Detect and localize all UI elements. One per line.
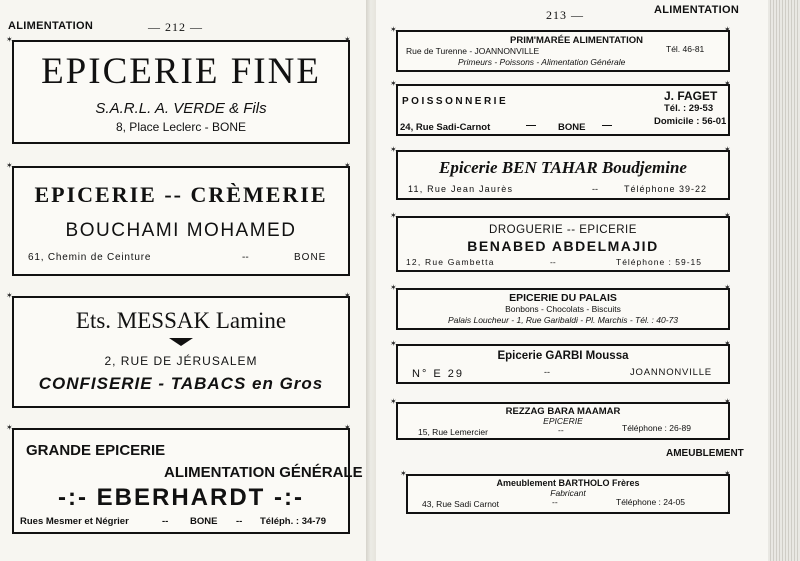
ad-ben-tahar xyxy=(396,150,730,200)
ad-line2: ALIMENTATION GÉNÉRALE xyxy=(164,464,363,481)
star-ornament: ✶ xyxy=(6,423,13,432)
ad-messak xyxy=(12,296,350,408)
page-edges xyxy=(768,0,800,561)
ad-separator: -- xyxy=(592,184,598,194)
ad-title: POISSONNERIE xyxy=(402,96,509,107)
ad-phone: Téléphone : 59-15 xyxy=(616,257,702,267)
ad-address: 61, Chemin de Ceinture xyxy=(28,252,152,263)
ad-phone: Téléphone 39-22 xyxy=(624,184,708,194)
ad-trade: CONFISERIE - TABACS en Gros xyxy=(38,374,324,393)
ad-title: EPICERIE FINE xyxy=(41,51,321,92)
star-ornament: ✶ xyxy=(344,423,351,432)
page-header: ALIMENTATION xyxy=(654,4,740,16)
star-ornament: ✶ xyxy=(6,35,13,44)
ad-address: 43, Rue Sadi Carnot xyxy=(422,499,500,509)
star-ornament: ✶ xyxy=(724,339,731,348)
ad-city: JOANNONVILLE xyxy=(630,367,712,378)
ad-address: 8, Place Leclerc - BONE xyxy=(115,120,247,134)
ad-phone: Téléphone : 26-89 xyxy=(622,423,691,433)
ad-title: Ets. MESSAK Lamine xyxy=(75,308,287,333)
ad-benabed xyxy=(396,216,730,272)
right-page xyxy=(376,0,768,561)
ad-epicerie-fine xyxy=(12,40,350,144)
ad-city: BONE xyxy=(558,122,586,133)
ad-phone: Téléph. : 34-79 xyxy=(260,516,326,527)
ad-separator: — xyxy=(602,120,612,131)
star-ornament: ✶ xyxy=(344,35,351,44)
triangle-ornament xyxy=(169,338,193,346)
ad-title: Epicerie GARBI Moussa xyxy=(497,350,629,362)
ad-address: N° E 29 xyxy=(412,368,465,380)
ad-eberhardt xyxy=(12,428,363,534)
ad-faget xyxy=(396,84,730,136)
ad-separator: -- xyxy=(236,516,243,527)
star-ornament: ✶ xyxy=(390,283,397,292)
ad-name: Ameublement BARTHOLO Frères xyxy=(496,478,640,488)
star-ornament: ✶ xyxy=(400,469,407,478)
ad-owner: J. FAGET xyxy=(664,89,718,103)
ad-city: BONE xyxy=(294,252,327,263)
ad-trade: EPICERIE xyxy=(543,416,583,426)
ad-address: Rue de Turenne - JOANNONVILLE xyxy=(406,46,540,56)
ad-owner: BOUCHAMI MOHAMED xyxy=(65,220,297,241)
ad-palais xyxy=(396,288,730,330)
star-ornament: ✶ xyxy=(390,79,397,88)
ad-trade: Fabricant xyxy=(550,488,586,498)
ad-title: Epicerie BEN TAHAR Boudjemine xyxy=(439,158,687,177)
ad-name: REZZAG BARA MAAMAR xyxy=(505,406,621,417)
ad-products: Primeurs - Poissons - Alimentation Générale xyxy=(458,57,626,67)
ad-separator: -- xyxy=(558,425,564,435)
ad-address: Rues Mesmer et Négrier xyxy=(20,516,129,527)
star-ornament: ✶ xyxy=(390,397,397,406)
ad-phone: Tél. : 29-53 xyxy=(664,103,714,114)
star-ornament: ✶ xyxy=(6,291,13,300)
star-ornament: ✶ xyxy=(724,469,731,478)
star-ornament: ✶ xyxy=(390,211,397,220)
ad-separator: — xyxy=(526,120,536,131)
ad-primmaree xyxy=(396,30,730,72)
ad-phone: Téléphone : 24-05 xyxy=(616,497,685,507)
page-header: ALIMENTATION xyxy=(8,20,94,32)
ad-title: EPICERIE DU PALAIS xyxy=(509,292,617,304)
star-ornament: ✶ xyxy=(724,211,731,220)
ad-owner: S.A.R.L. A. VERDE & Fils xyxy=(95,100,267,117)
star-ornament: ✶ xyxy=(724,283,731,292)
page-number: — 212 — xyxy=(148,20,203,34)
ad-address: 2, RUE DE JÉRUSALEM xyxy=(104,354,258,368)
star-ornament: ✶ xyxy=(390,339,397,348)
ad-bartholo xyxy=(406,474,730,514)
ad-address: 15, Rue Lemercier xyxy=(418,427,488,437)
ad-city: BONE xyxy=(190,516,218,527)
star-ornament: ✶ xyxy=(390,145,397,154)
star-ornament: ✶ xyxy=(724,25,731,34)
ad-address: 24, Rue Sadi-Carnot xyxy=(400,122,491,133)
star-ornament: ✶ xyxy=(390,25,397,34)
ad-separator: -- xyxy=(544,367,550,377)
star-ornament: ✶ xyxy=(344,161,351,170)
ad-separator: -- xyxy=(552,497,558,507)
star-ornament: ✶ xyxy=(344,291,351,300)
ad-separator: -- xyxy=(242,252,249,263)
ad-line1: DROGUERIE -- EPICERIE xyxy=(489,224,637,236)
star-ornament: ✶ xyxy=(724,79,731,88)
ad-products: Bonbons - Chocolats - Biscuits xyxy=(505,304,621,314)
ad-name: BENABED ABDELMAJID xyxy=(467,238,659,254)
ad-separator: -- xyxy=(550,257,556,267)
ad-phone: Tél. 46-81 xyxy=(666,44,705,54)
left-page xyxy=(0,0,368,561)
ad-rezzag xyxy=(396,402,730,440)
ad-home-phone: Domicile : 56-01 xyxy=(654,116,727,127)
ad-separator: -- xyxy=(162,516,169,527)
ad-name: -:- EBERHARDT -:- xyxy=(58,484,304,511)
section-header: AMEUBLEMENT xyxy=(666,448,744,459)
ad-garbi xyxy=(396,344,730,384)
page-number: 213 — xyxy=(546,8,584,22)
star-ornament: ✶ xyxy=(6,161,13,170)
ad-title: EPICERIE -- CRÈMERIE xyxy=(34,182,328,207)
star-ornament: ✶ xyxy=(724,397,731,406)
ad-line1: GRANDE EPICERIE xyxy=(26,442,166,459)
ad-bouchami xyxy=(12,166,350,276)
ad-address: 12, Rue Gambetta xyxy=(406,257,495,267)
ad-name: PRIM'MARÉE ALIMENTATION xyxy=(510,35,643,46)
ad-address: Palais Loucheur - 1, Rue Garibaldi - Pl. Marchis - Tél. : 40-73 xyxy=(447,315,679,325)
star-ornament: ✶ xyxy=(724,145,731,154)
ad-address: 11, Rue Jean Jaurès xyxy=(408,184,514,194)
